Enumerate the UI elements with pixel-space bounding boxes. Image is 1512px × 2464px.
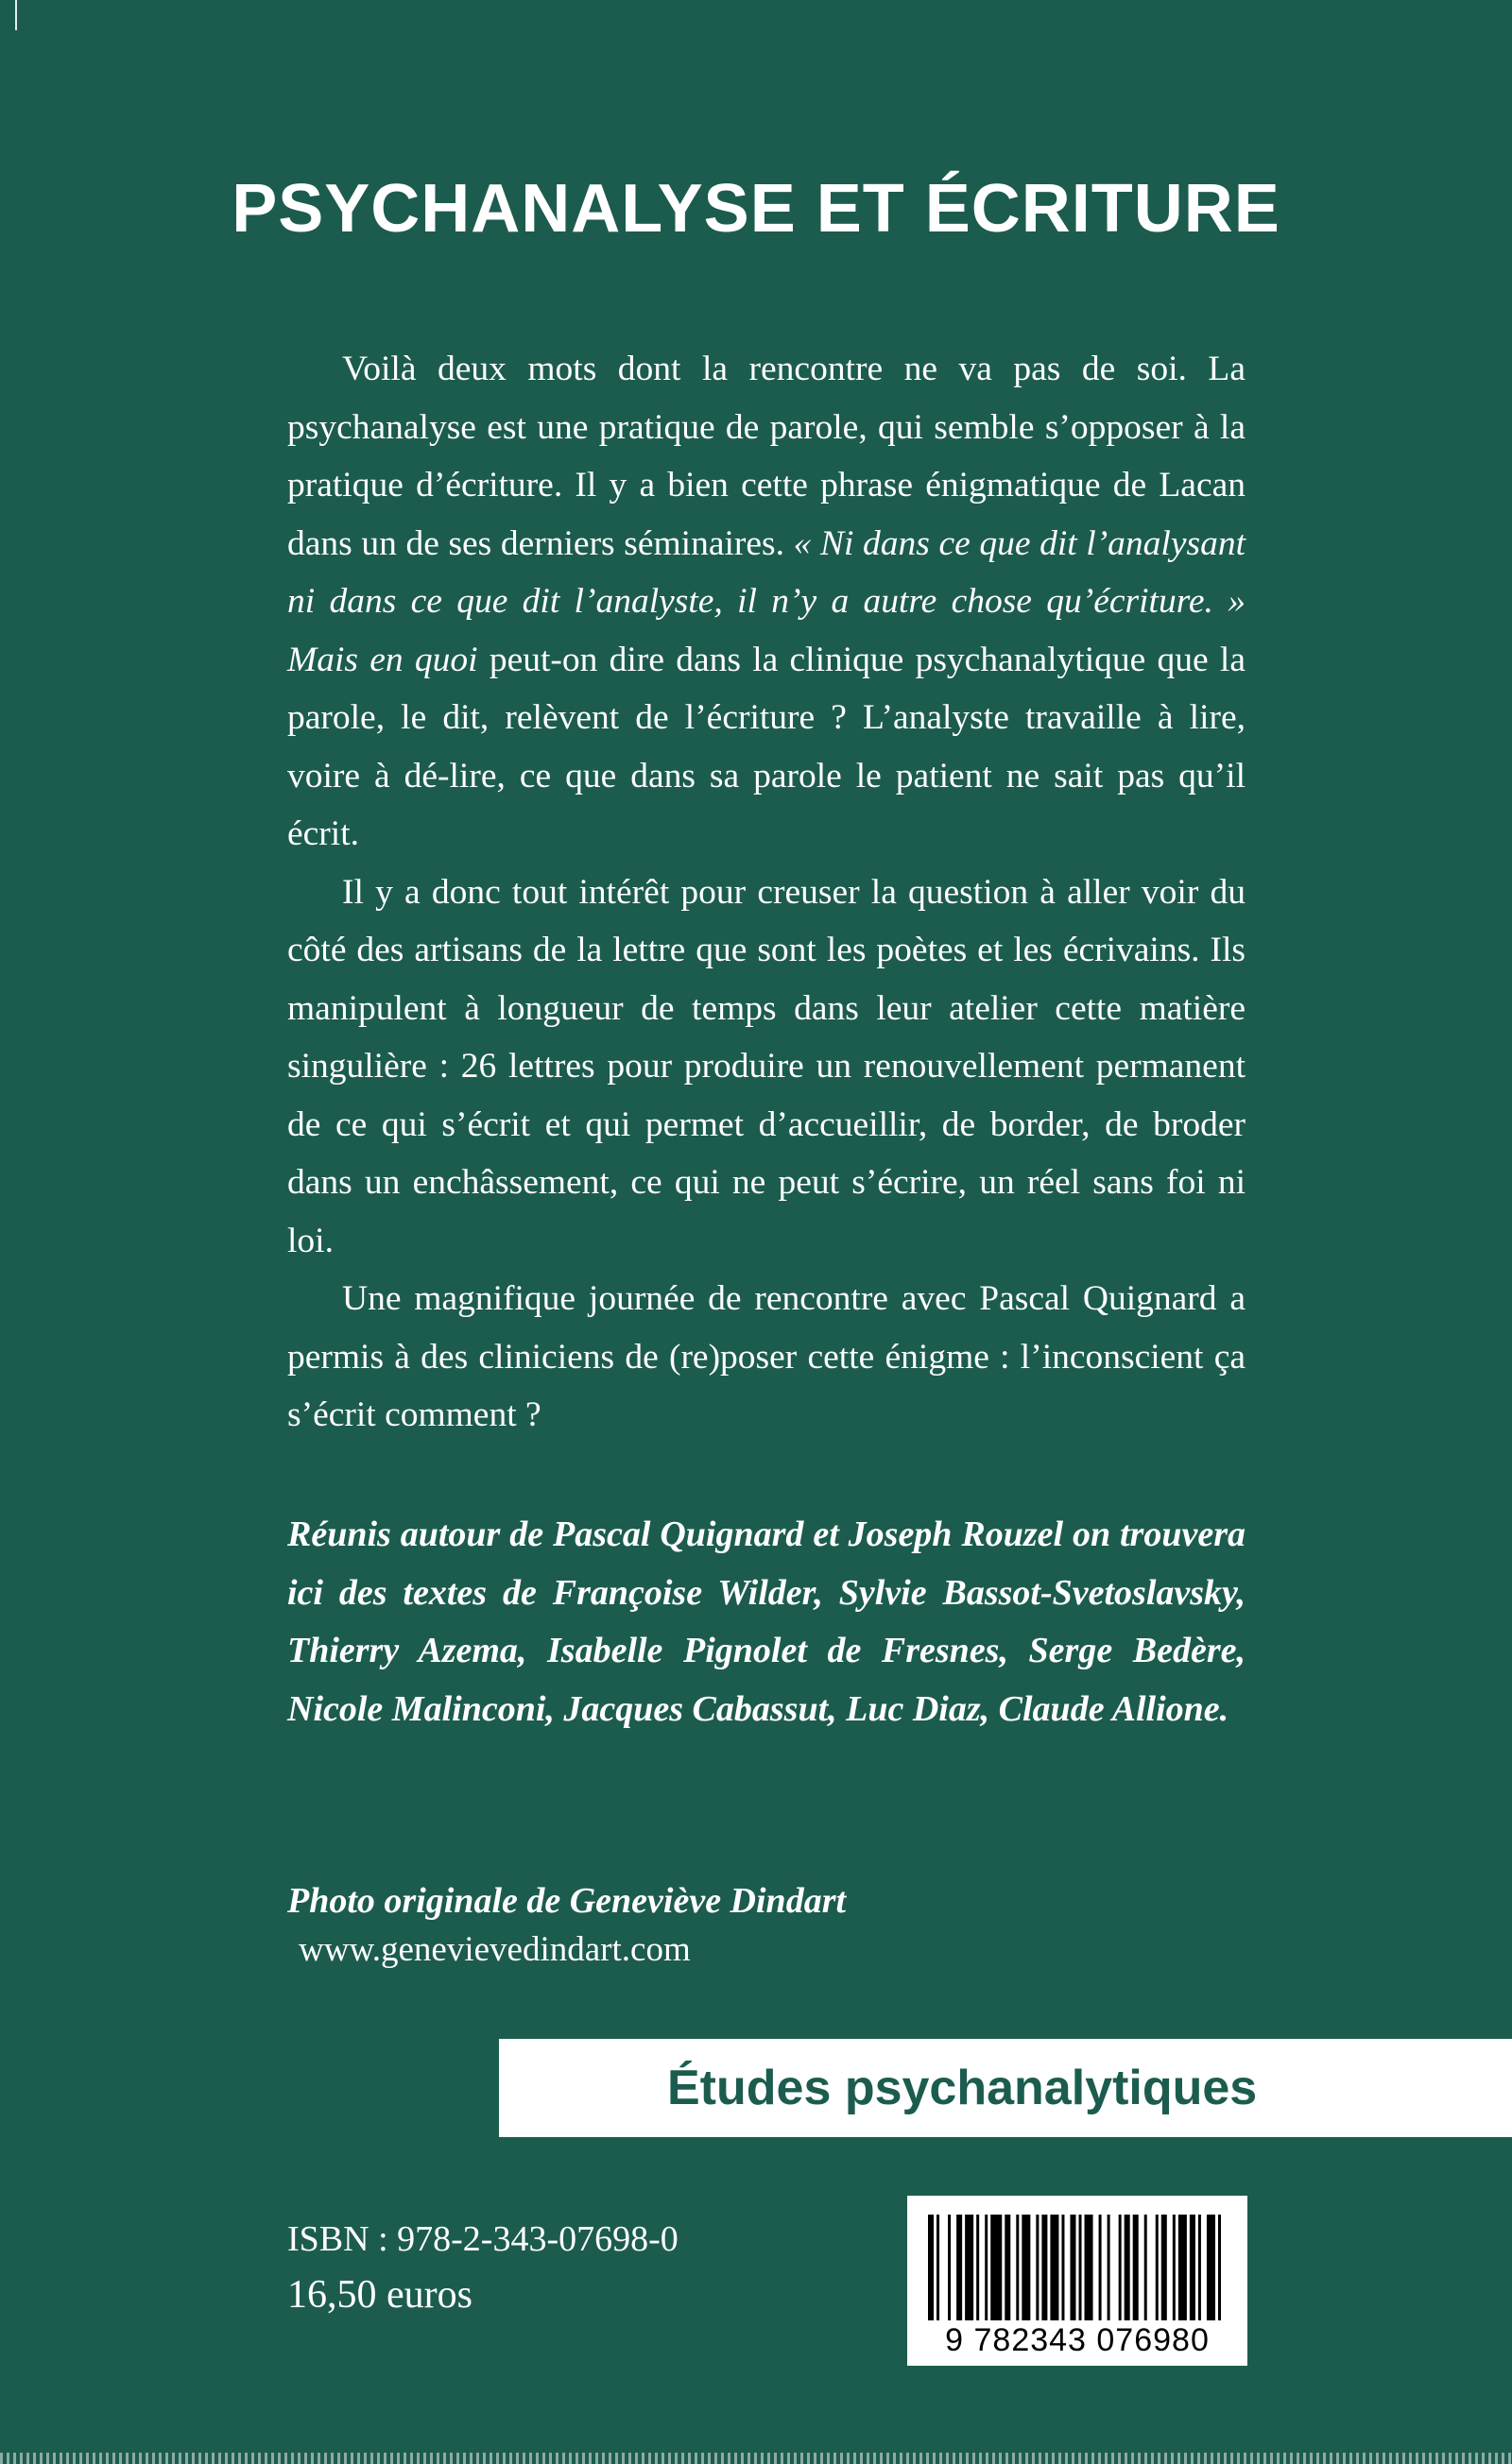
barcode-bar: [1022, 2215, 1030, 2320]
barcode-bar: [1070, 2215, 1075, 2320]
blurb-p1-span-1: Voilà deux mots dont la rencontre ne va pas de soi. La psychanalyse est une pratique de parole, qui semble s’opposer à la pratique d’écriture. Il y a bien cette phrase énigmatique de Lacan dans un de ses derniers séminaires.: [287, 350, 1246, 563]
collection-band: [499, 2039, 1512, 2137]
barcode-bar: [1156, 2215, 1159, 2320]
price: 16,50 euros: [287, 2273, 472, 2317]
barcode-bar: [1108, 2215, 1110, 2320]
photo-url: www.genevievedindart.com: [299, 1930, 691, 1969]
bottom-crop-strip: [0, 2453, 1512, 2464]
barcode-bar: [1198, 2215, 1201, 2320]
blurb-p1-quote: « Ni dans ce que dit l’analysant ni dans ce que dit l’analyste, il n’y a autre chose qu’écriture. » Mais en quoi: [287, 523, 1246, 679]
barcode-bar: [976, 2215, 979, 2320]
barcode-bar: [1085, 2215, 1093, 2320]
barcode-bar: [1036, 2215, 1039, 2320]
barcode-digits: 9 782343 076980: [945, 2322, 1210, 2358]
book-title: PSYCHANALYSE ET ÉCRITURE: [232, 171, 1280, 247]
barcode-bar: [985, 2215, 988, 2320]
barcode-bar: [1099, 2215, 1102, 2320]
barcode-bar: [1133, 2215, 1139, 2320]
barcode-bar: [1079, 2215, 1082, 2320]
barcode-bar: [1050, 2215, 1058, 2320]
blurb-paragraph-3: [287, 1270, 1246, 1445]
barcode-bar: [956, 2215, 962, 2320]
blurb-p3-span-1: Une magnifique journée de rencontre avec Pascal Quignard a permis à des cliniciens de (re)poser cette énigme : l’inconscient ça s’écrit comment ?: [287, 1279, 1246, 1434]
barcode-bar: [1016, 2215, 1019, 2320]
blurb-paragraph-2: [287, 864, 1246, 1271]
barcode-bar: [1218, 2215, 1221, 2320]
barcode-bar: [1161, 2215, 1167, 2320]
barcode-bars: [928, 2215, 1227, 2320]
barcode-bar: [1005, 2215, 1010, 2320]
barcode-bar: [1125, 2215, 1130, 2320]
barcode-bar: [1061, 2215, 1064, 2320]
crop-mark: [15, 0, 17, 30]
barcode-bar: [1173, 2215, 1176, 2320]
blurb-p1-span-2: peut-on dire dans la clinique psychanalytique que la parole, le dit, relèvent de l’écriture ? L’analyste travaille à lire, voire à dé-lire, ce que dans sa parole le patient ne sait pas qu’il écrit.: [287, 640, 1246, 853]
collection-label: Études psychanalytiques: [667, 2061, 1258, 2115]
blurb: [287, 340, 1246, 1445]
barcode-bar: [948, 2215, 951, 2320]
barcode: [907, 2196, 1247, 2366]
blurb-paragraph-1: [287, 340, 1246, 864]
barcode-bar: [1178, 2215, 1187, 2320]
barcode-bar: [1190, 2215, 1195, 2320]
isbn: ISBN : 978-2-343-07698-0: [287, 2219, 679, 2259]
barcode-bar: [936, 2215, 939, 2320]
blurb-p2-span-1: Il y a donc tout intérêt pour creuser la question à aller voir du côté des artisans de la lettre que sont les poètes et les écrivains. Ils manipulent à longueur de temps dans leur atelier cette matière singulière : 26 lettres pour produire un renouvellement permanent de ce qui s’écrit et qui permet d’accueillir, de border, de broder dans un enchâssement, ce qui ne peut s’écrire, un réel sans foi ni loi.: [287, 872, 1246, 1260]
barcode-bar: [1119, 2215, 1122, 2320]
barcode-bar: [928, 2215, 934, 2320]
barcode-bar: [990, 2215, 1002, 2320]
barcode-bar: [1041, 2215, 1047, 2320]
barcode-bar: [965, 2215, 973, 2320]
barcode-bar: [1207, 2215, 1215, 2320]
barcode-bar: [1144, 2215, 1147, 2320]
photo-credit: Photo originale de Geneviève Dindart: [287, 1881, 847, 1921]
contributors: Réunis autour de Pascal Quignard et Joseph Rouzel on trouvera ici des textes de Françoise Wilder, Sylvie Bassot-Svetoslavsky, Thierry Azema, Isabelle Pignolet de Fresnes, Serge Bedère, Nicole Malinconi, Jacques Cabassut, Luc Diaz, Claude Allione.: [287, 1514, 1246, 1729]
